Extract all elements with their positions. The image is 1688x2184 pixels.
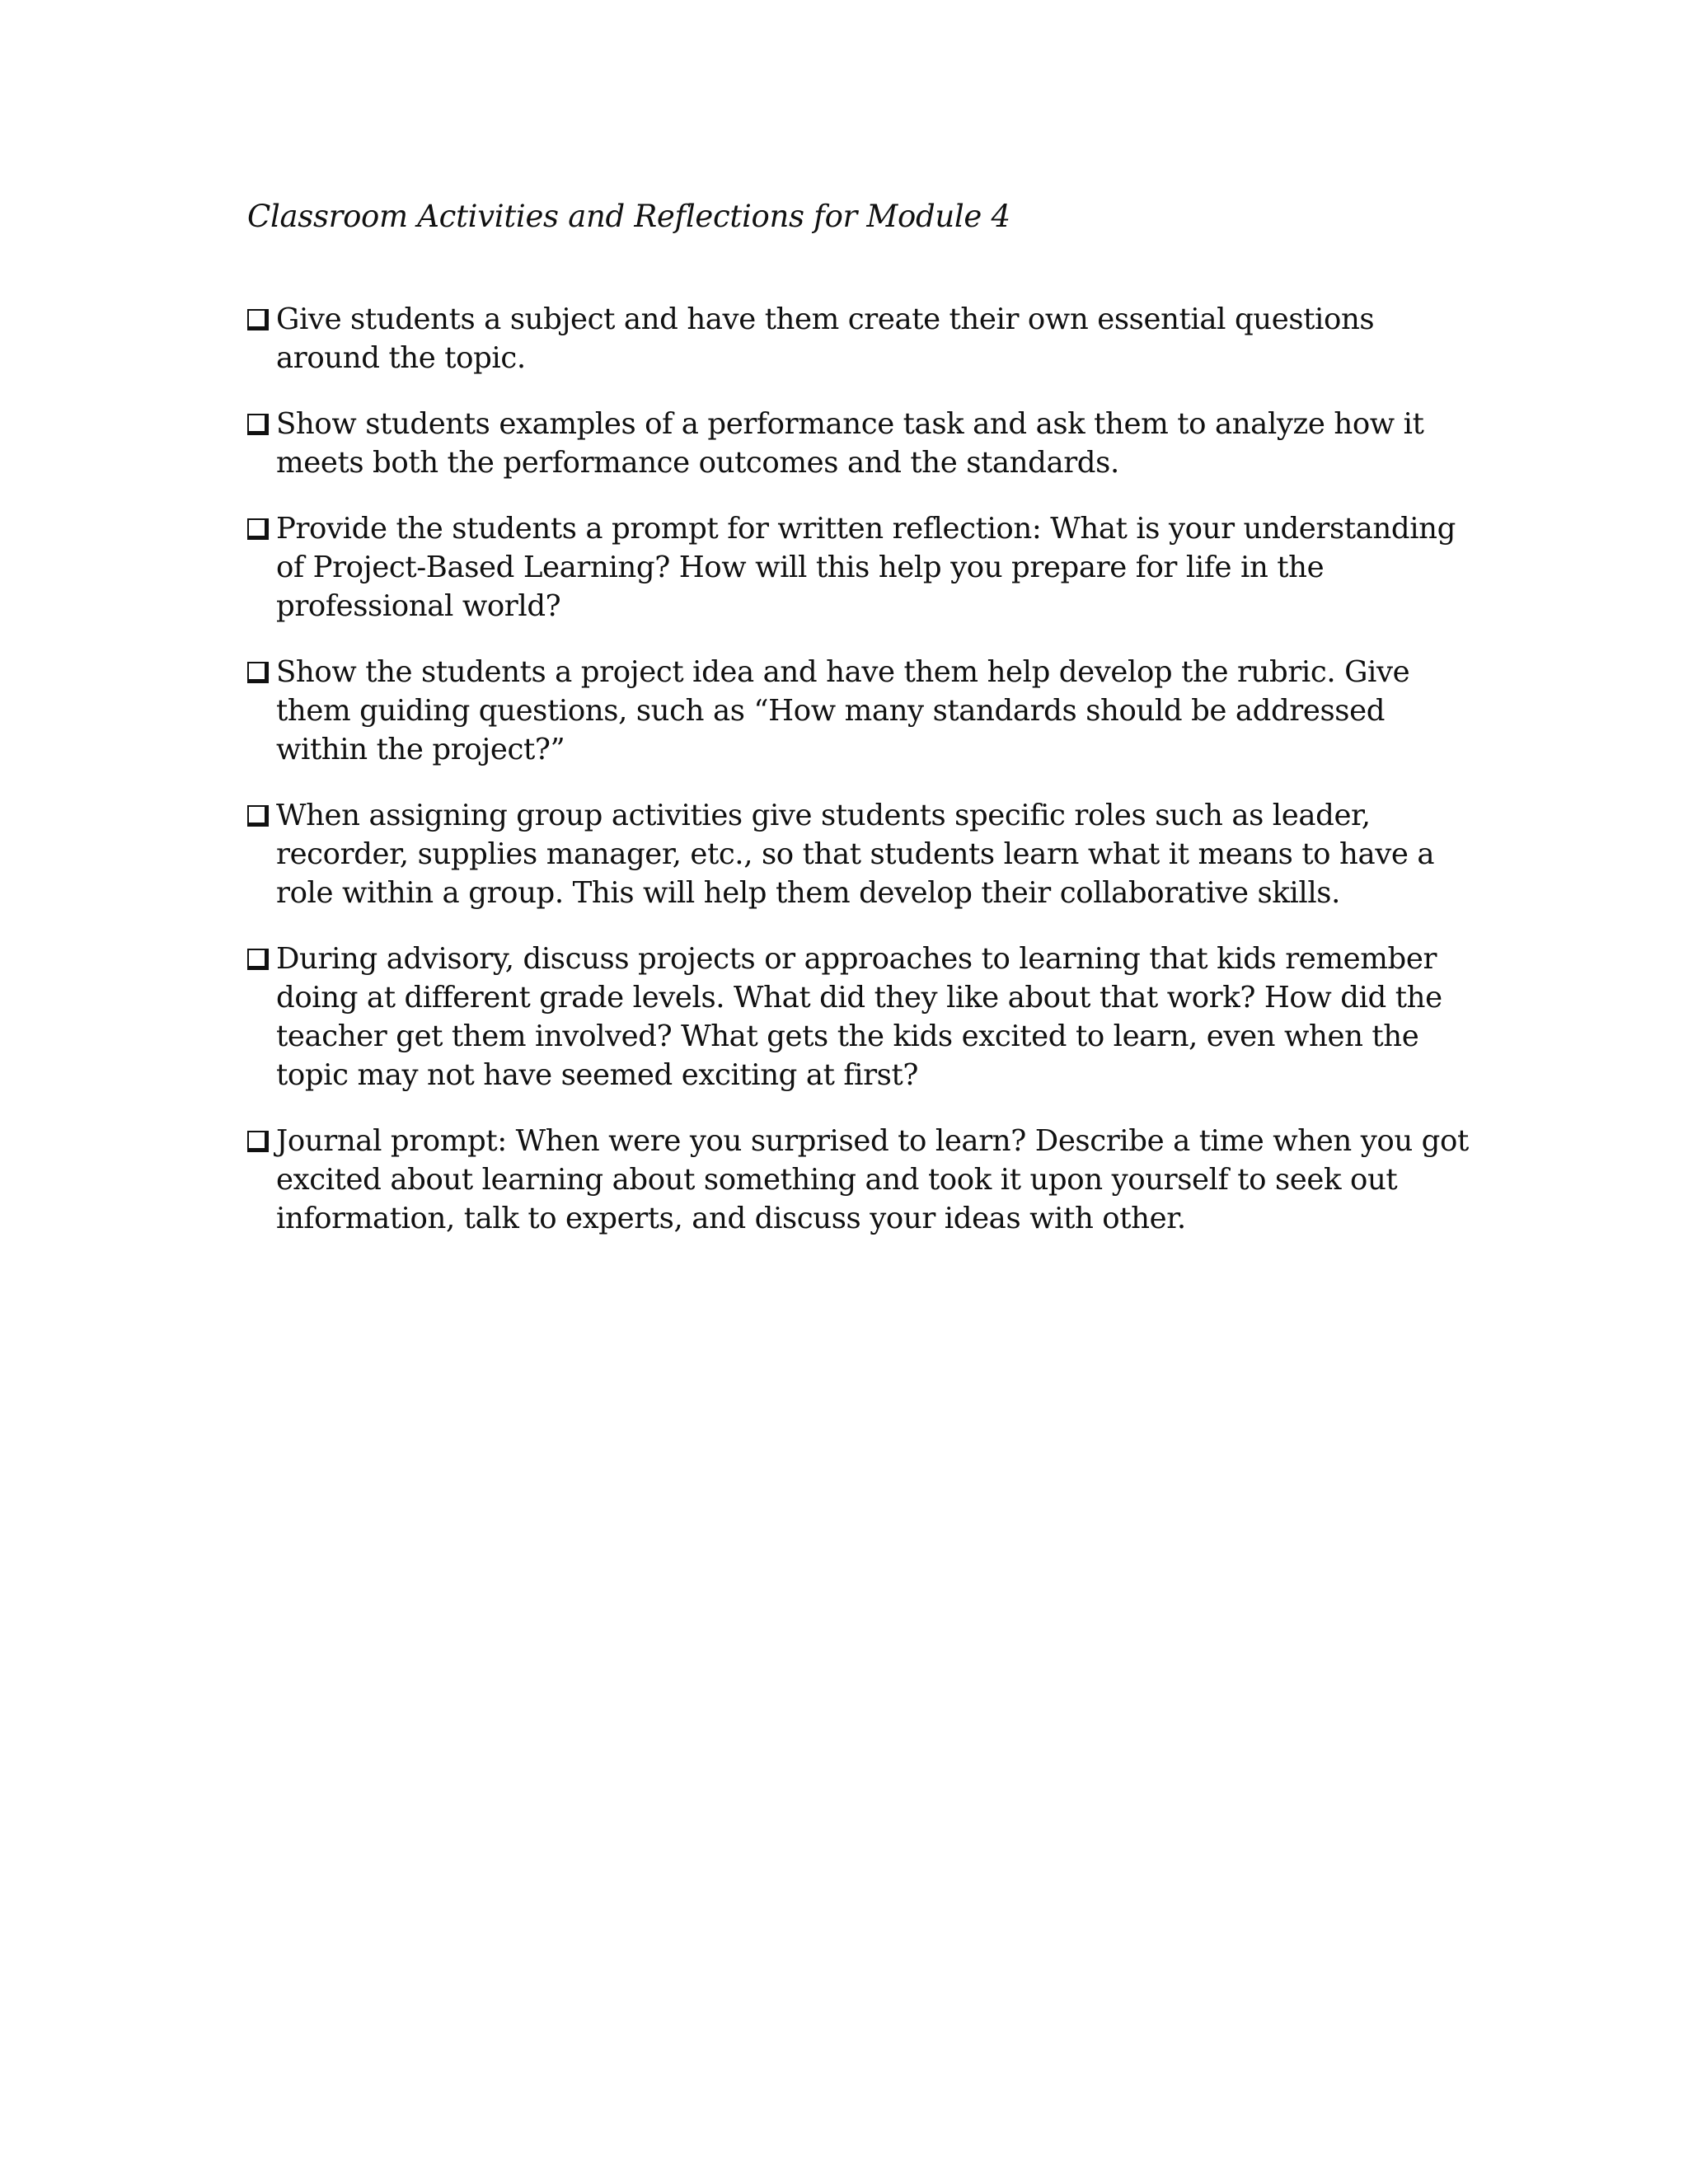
text-line: recorder, supplies manager, etc., so that students learn what it means to have a xyxy=(276,837,1435,871)
list-item-text xyxy=(276,653,1451,769)
list-item xyxy=(247,405,1451,482)
list-item xyxy=(247,1122,1469,1238)
text-line: Provide the students a prompt for written reflection: What is your understanding xyxy=(276,512,1456,546)
list-item-text xyxy=(276,940,1451,1094)
checkbox-icon xyxy=(247,949,276,972)
text-line: them guiding questions, such as “How many standards should be addressed xyxy=(276,694,1386,728)
page-title: Classroom Activities and Reflections for Module 4 xyxy=(247,199,1010,234)
text-line: of Project-Based Learning? How will this help you prepare for life in the xyxy=(276,551,1325,584)
list-item xyxy=(247,509,1456,626)
text-line: When assigning group activities give students specific roles such as leader, xyxy=(276,799,1371,832)
text-line: Show students examples of a performance task and ask them to analyze how it xyxy=(276,407,1424,441)
list-item-text xyxy=(276,405,1451,482)
list-item xyxy=(247,796,1451,912)
list-item-text xyxy=(276,509,1456,626)
text-line: Show the students a project idea and have them help develop the rubric. Give xyxy=(276,655,1410,689)
activity-checklist xyxy=(247,300,1469,1265)
checkbox-icon xyxy=(247,662,276,685)
text-line: meets both the performance outcomes and the standards. xyxy=(276,446,1119,480)
list-item xyxy=(247,300,1451,377)
text-line: During advisory, discuss projects or approaches to learning that kids remember xyxy=(276,942,1437,976)
checkbox-icon xyxy=(247,309,276,332)
list-item-text xyxy=(276,1122,1469,1238)
text-line: excited about learning about something and took it upon yourself to seek out xyxy=(276,1163,1398,1197)
text-line: Give students a subject and have them create their own essential questions xyxy=(276,302,1375,336)
checkbox-icon xyxy=(247,414,276,437)
text-line: role within a group. This will help them develop their collaborative skills. xyxy=(276,876,1340,910)
checkbox-icon xyxy=(247,518,276,541)
text-line: topic may not have seemed exciting at first? xyxy=(276,1058,918,1092)
text-line: teacher get them involved? What gets the kids excited to learn, even when the xyxy=(276,1019,1419,1053)
text-line: around the topic. xyxy=(276,341,526,375)
list-item xyxy=(247,940,1451,1094)
checkbox-icon xyxy=(247,1131,276,1154)
text-line: Journal prompt: When were you surprised to learn? Describe a time when you got xyxy=(276,1124,1469,1158)
list-item-text xyxy=(276,300,1451,377)
text-line: doing at different grade levels. What did they like about that work? How did the xyxy=(276,981,1442,1015)
text-line: professional world? xyxy=(276,589,561,623)
text-line: within the project?” xyxy=(276,733,565,766)
list-item xyxy=(247,653,1451,769)
list-item-text xyxy=(276,796,1451,912)
checkbox-icon xyxy=(247,805,276,828)
text-line: information, talk to experts, and discuss your ideas with other. xyxy=(276,1202,1186,1235)
